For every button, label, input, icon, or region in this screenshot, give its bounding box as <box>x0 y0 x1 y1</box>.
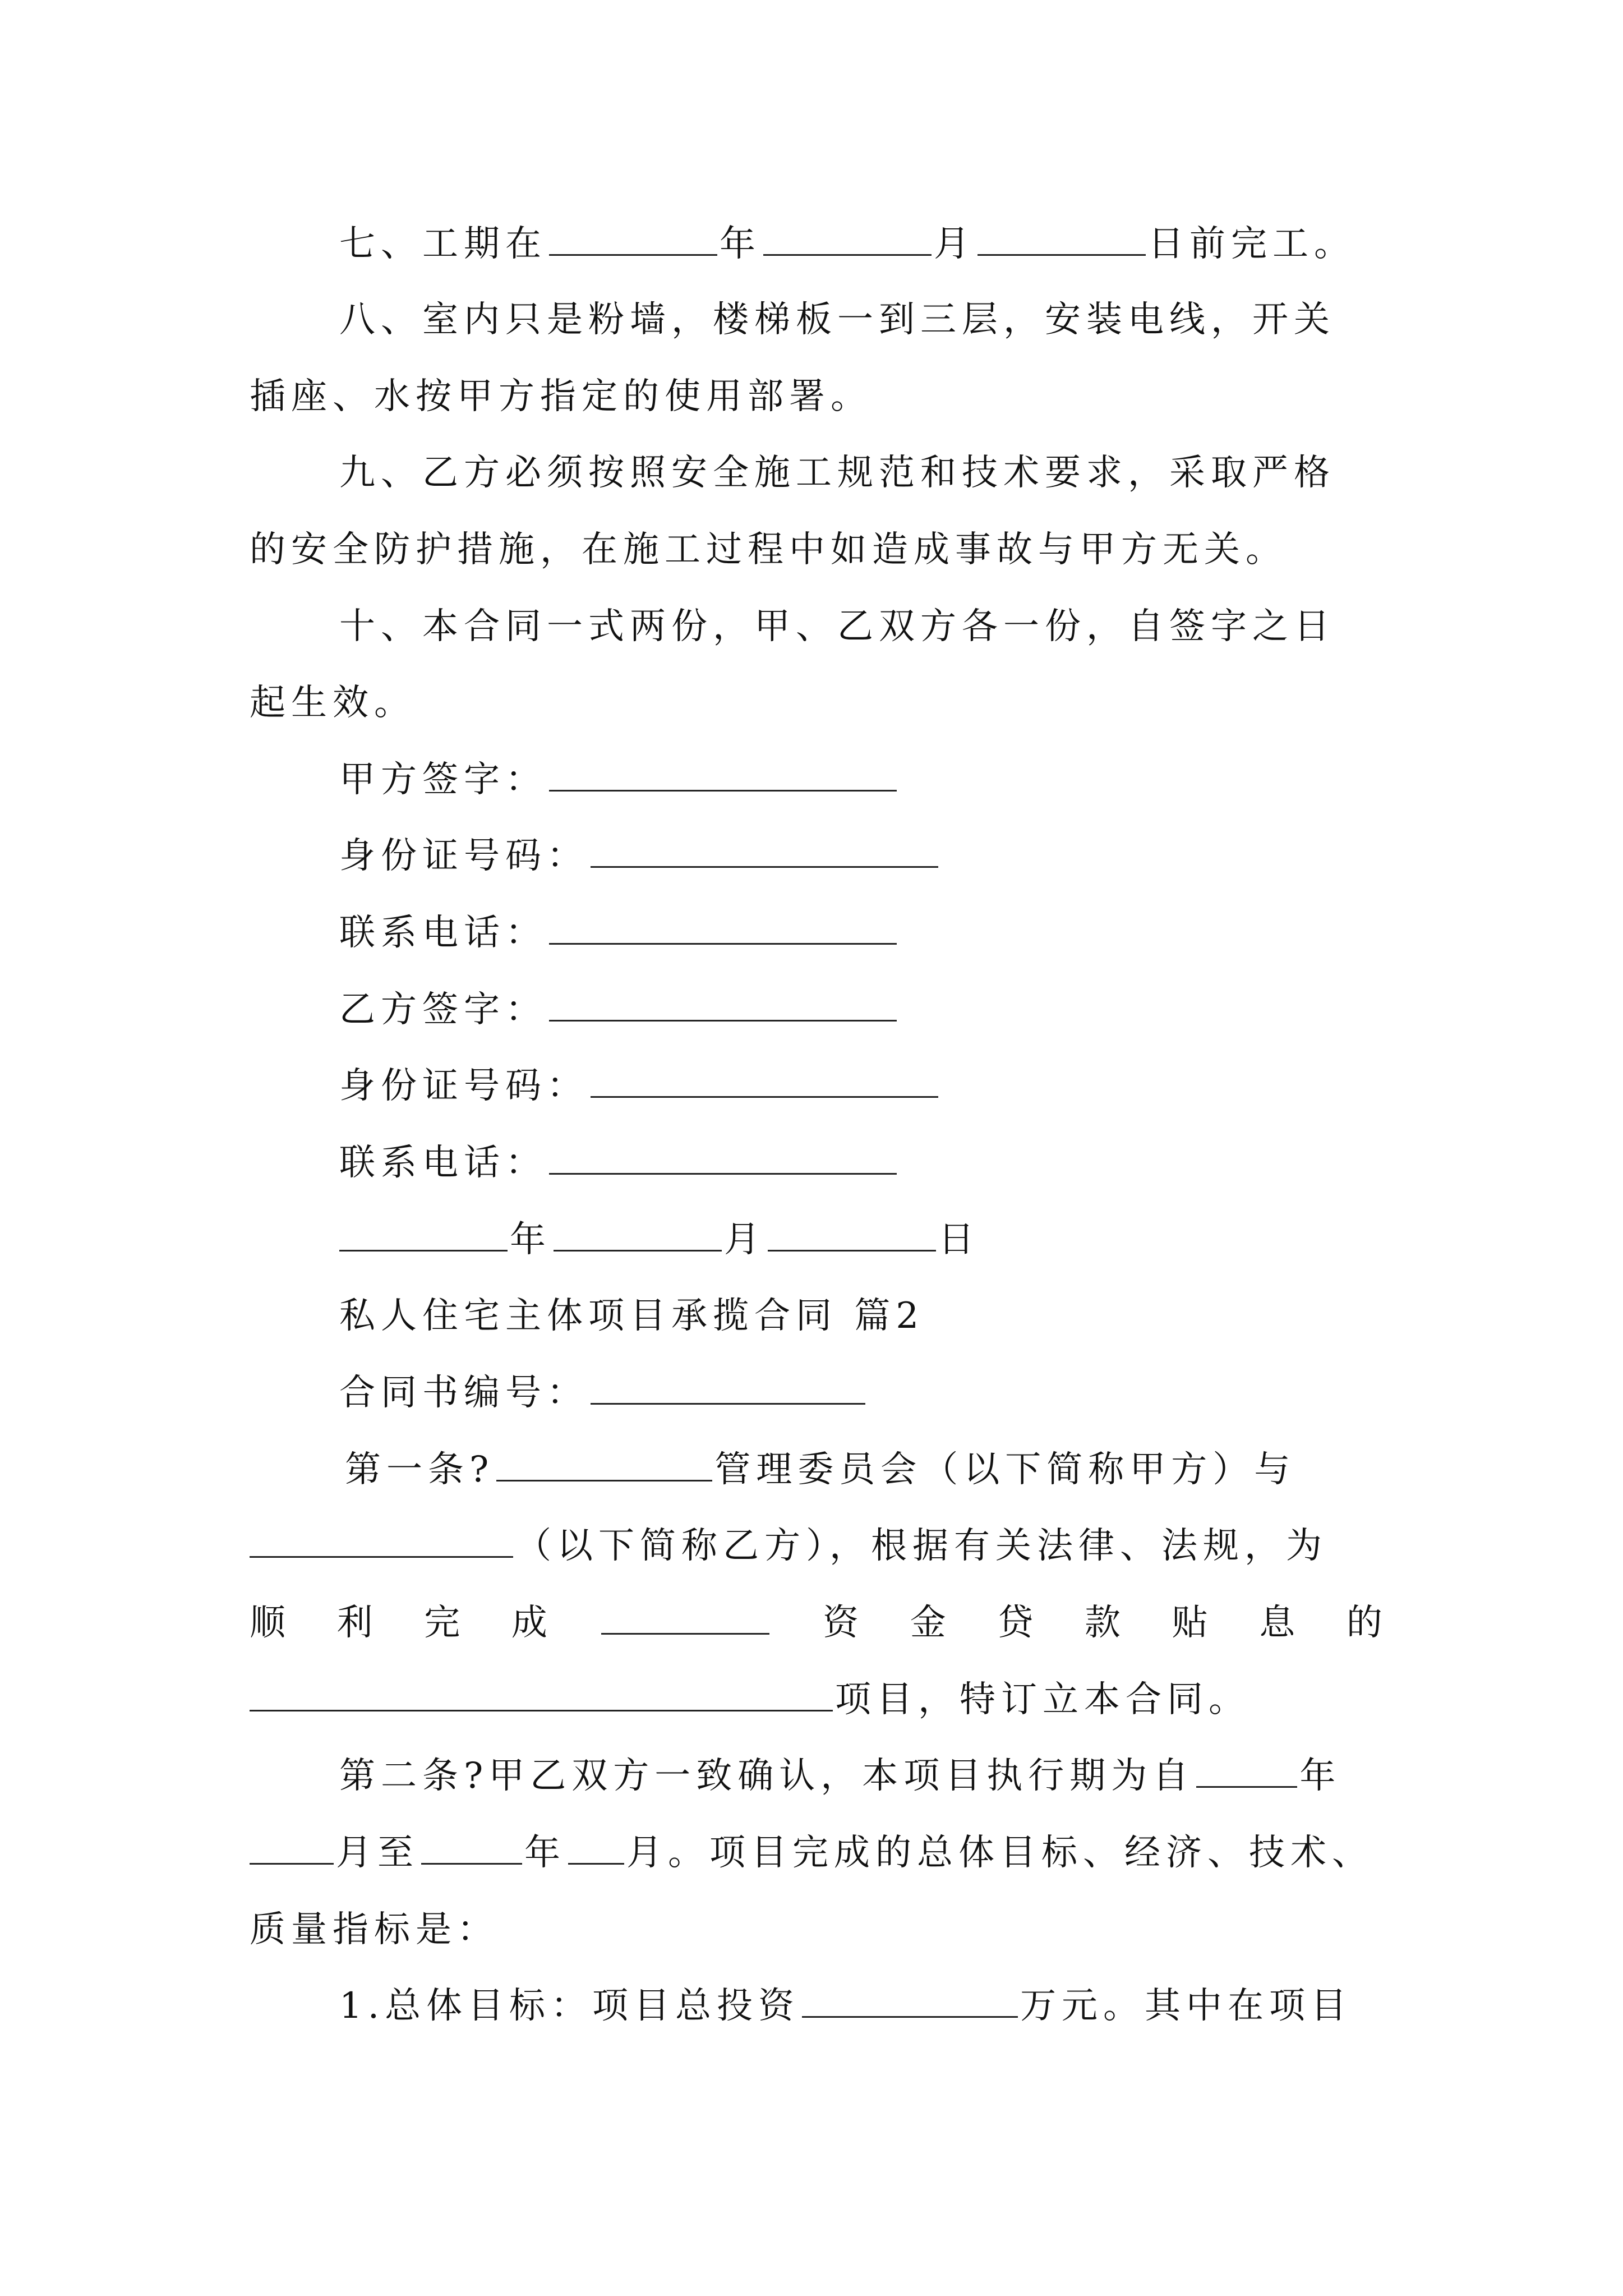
party-a-id-blank <box>591 834 938 868</box>
clause-10-line-1: 十、本合同一式两份，甲、乙双方各一份，自签字之日 <box>339 606 1335 647</box>
article-1-line-4-text: 项目，特订立本合同。 <box>835 1679 1250 1720</box>
article-1-word: 资 <box>823 1602 859 1644</box>
article-2-end-year: 年 <box>524 1832 566 1874</box>
party-a-phone-label: 联系电话： <box>339 912 547 954</box>
party-b-signature-row <box>339 987 1382 1032</box>
section-2-title: 私人住宅主体项目承揽合同 篇2 <box>339 1295 925 1337</box>
item-1-prefix: 1.总体目标：项目总投资 <box>339 1985 800 2027</box>
article-2-start-month-blank <box>250 1830 334 1865</box>
article-2-line-2 <box>250 1830 1382 1875</box>
party-b-signature-label: 乙方签字： <box>339 989 547 1030</box>
signing-date-row <box>339 1217 1382 1262</box>
article-1-word: 贷 <box>997 1602 1034 1644</box>
blank-month <box>763 222 932 256</box>
article-1-word: 款 <box>1085 1602 1121 1644</box>
date-day: 日 <box>938 1219 980 1260</box>
date-month: 月 <box>724 1219 766 1260</box>
party-a-signature-row <box>339 757 1382 802</box>
article-1-word: 顺 <box>250 1602 285 1644</box>
party-b-phone-blank <box>549 1140 897 1175</box>
blank-year <box>549 222 717 256</box>
party-a-phone-row <box>339 910 1382 955</box>
party-a-id-row <box>339 834 1382 878</box>
article-1-word: 的 <box>1346 1602 1382 1644</box>
article-2-line-1 <box>339 1754 1382 1798</box>
date-day-blank <box>768 1217 936 1251</box>
date-month-blank <box>554 1217 722 1251</box>
article-1-word: 贴 <box>1172 1602 1208 1644</box>
article-1-line-4 <box>250 1677 1382 1722</box>
party-b-phone-label: 联系电话： <box>339 1142 547 1184</box>
article-1-word: 利 <box>336 1602 373 1644</box>
article-2-rest: 月。项目完成的总体目标、经济、技术、 <box>626 1832 1373 1874</box>
article-1-after-blank: 管理委员会（以下简称甲方）与 <box>714 1449 1296 1490</box>
article-1-line-3 <box>250 1600 1382 1645</box>
item-1-suffix: 万元。其中在项目 <box>1020 1985 1353 2027</box>
clause-8-line-1: 八、室内只是粉墙，楼梯板一到三层，安装电线，开关 <box>339 299 1335 341</box>
article-1-line-1 <box>345 1447 1388 1492</box>
article-2-year: 年 <box>1299 1755 1341 1797</box>
clause-7 <box>339 222 1382 266</box>
party-a-signature-label: 甲方签字： <box>339 759 547 800</box>
clause-7-prefix: 七、工期在 <box>339 223 547 265</box>
article-1-word: 完 <box>424 1602 460 1644</box>
article-2-end-month-blank <box>568 1830 624 1865</box>
clause-9-line-1: 九、乙方必须按照安全施工规范和技术要求，采取严格 <box>339 452 1335 494</box>
article-1-word: 息 <box>1259 1602 1295 1644</box>
article-1-committee-blank <box>496 1447 712 1481</box>
clause-7-suffix: 日前完工。 <box>1148 223 1355 265</box>
clause-10-line-2: 起生效。 <box>250 682 416 724</box>
party-a-id-label: 身份证号码： <box>339 835 588 877</box>
contract-number-label: 合同书编号： <box>339 1372 588 1414</box>
article-1-line-2 <box>250 1524 1382 1568</box>
contract-number-blank <box>591 1370 865 1405</box>
party-b-id-label: 身份证号码： <box>339 1065 588 1107</box>
clause-7-year: 年 <box>720 223 761 265</box>
article-2-line-3: 质量指标是： <box>250 1909 499 1950</box>
article-2-prefix: 第二条?甲乙双方一致确认，本项目执行期为自 <box>339 1755 1195 1797</box>
date-year: 年 <box>510 1219 551 1260</box>
article-1-prefix: 第一条? <box>345 1449 495 1490</box>
clause-7-month: 月 <box>934 223 975 265</box>
clause-8-line-2: 插座、水按甲方指定的使用部署。 <box>250 376 872 417</box>
article-1-word: 成 <box>511 1602 547 1644</box>
article-2-start-year-blank <box>1196 1754 1297 1788</box>
article-1-fund-blank <box>601 1600 769 1635</box>
party-b-id-row <box>339 1064 1382 1108</box>
item-1-investment-blank <box>802 1984 1018 2018</box>
blank-day <box>978 222 1146 256</box>
article-2-month-to: 月至 <box>336 1832 419 1874</box>
date-year-blank <box>339 1217 508 1251</box>
party-b-id-blank <box>591 1064 938 1098</box>
article-2-end-year-blank <box>421 1830 522 1865</box>
article-1-party-b-blank <box>250 1524 513 1558</box>
party-a-phone-blank <box>549 910 897 945</box>
article-1-line-2-text: （以下简称乙方），根据有关法律、法规，为 <box>515 1525 1327 1567</box>
party-b-phone-row <box>339 1140 1382 1185</box>
contract-number-row <box>339 1370 1382 1415</box>
article-1-word: 金 <box>910 1602 946 1644</box>
clause-9-line-2: 的安全防护措施，在施工过程中如造成事故与甲方无关。 <box>250 529 1287 570</box>
item-1-line <box>339 1984 1382 2028</box>
party-b-signature-blank <box>549 987 897 1022</box>
article-1-project-blank <box>250 1677 833 1711</box>
party-a-signature-blank <box>549 757 897 792</box>
